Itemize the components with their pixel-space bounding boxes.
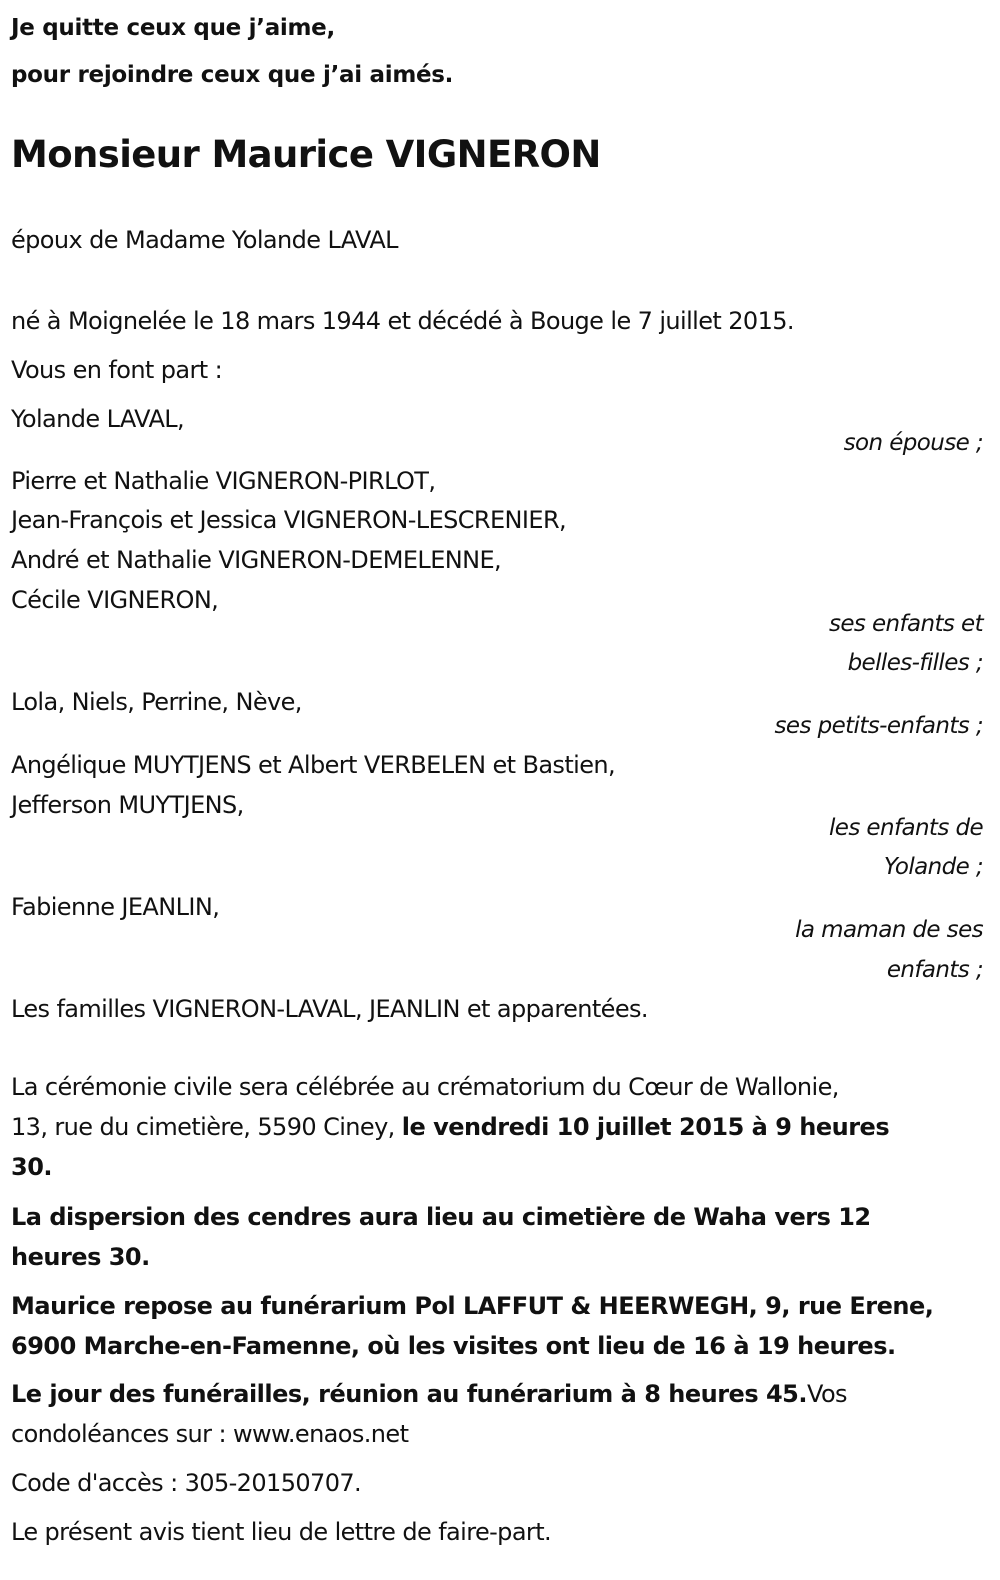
family-name: Angélique MUYTJENS et Albert VERBELEN et Bastien, bbox=[11, 751, 616, 779]
spouse-line: époux de Madame Yolande LAVAL bbox=[11, 226, 398, 254]
deceased-name: Monsieur Maurice VIGNERON bbox=[11, 133, 601, 176]
life-dates-line: né à Moignelée le 18 mars 1944 et décédé à Bouge le 7 juillet 2015. bbox=[11, 307, 794, 335]
family-name: Fabienne JEANLIN, bbox=[11, 893, 220, 921]
funerarium-line-2: 6900 Marche-en-Famenne, où les visites ont lieu de 16 à 19 heures. bbox=[11, 1332, 896, 1360]
ceremony-line-1: La cérémonie civile sera célébrée au crématorium du Cœur de Wallonie, bbox=[11, 1073, 839, 1101]
family-role: la maman de ses bbox=[795, 917, 983, 943]
epitaph-line-1: Je quitte ceux que j’aime, bbox=[11, 15, 335, 41]
announcement-intro: Vous en font part : bbox=[11, 356, 223, 384]
family-name: Pierre et Nathalie VIGNERON-PIRLOT, bbox=[11, 467, 436, 495]
family-role: Yolande ; bbox=[883, 854, 983, 880]
dispersion-line-1: La dispersion des cendres aura lieu au cimetière de Waha vers 12 bbox=[11, 1203, 871, 1231]
family-role: belles-filles ; bbox=[847, 650, 983, 676]
family-name: Yolande LAVAL, bbox=[11, 405, 185, 433]
dispersion-line-2: heures 30. bbox=[11, 1243, 150, 1271]
ceremony-datetime: le vendredi 10 juillet 2015 à 9 heures bbox=[401, 1113, 890, 1141]
funerarium-line-1: Maurice repose au funérarium Pol LAFFUT & HEERWEGH, 9, rue Erene, bbox=[11, 1292, 934, 1320]
family-name: Jefferson MUYTJENS, bbox=[11, 791, 244, 819]
condolences-lead: Vos bbox=[807, 1380, 847, 1408]
meeting-line bbox=[11, 1379, 847, 1409]
families-line: Les familles VIGNERON-LAVAL, JEANLIN et apparentées. bbox=[11, 995, 648, 1023]
family-name: André et Nathalie VIGNERON-DEMELENNE, bbox=[11, 546, 502, 574]
family-role: son épouse ; bbox=[843, 430, 983, 456]
closing-line: Le présent avis tient lieu de lettre de faire-part. bbox=[11, 1518, 552, 1546]
condolences-line bbox=[11, 1419, 408, 1449]
family-name: Jean-François et Jessica VIGNERON-LESCRENIER, bbox=[11, 506, 567, 534]
family-name: Lola, Niels, Perrine, Nève, bbox=[11, 688, 302, 716]
ceremony-line-3: 30. bbox=[11, 1153, 53, 1181]
access-code: Code d'accès : 305-20150707. bbox=[11, 1469, 362, 1497]
condolences-text: condoléances sur : bbox=[11, 1420, 233, 1448]
epitaph-line-2: pour rejoindre ceux que j’ai aimés. bbox=[11, 62, 454, 88]
ceremony-address: 13, rue du cimetière, 5590 Ciney, bbox=[11, 1113, 402, 1141]
condolences-link[interactable]: www.enaos.net bbox=[232, 1420, 409, 1448]
family-role: ses enfants et bbox=[828, 611, 983, 637]
family-role: enfants ; bbox=[886, 957, 983, 983]
family-role: les enfants de bbox=[829, 815, 983, 841]
family-name: Cécile VIGNERON, bbox=[11, 586, 219, 614]
meeting-text: Le jour des funérailles, réunion au funérarium à 8 heures 45. bbox=[11, 1380, 807, 1408]
family-role: ses petits-enfants ; bbox=[774, 713, 983, 739]
ceremony-line-2 bbox=[11, 1112, 889, 1142]
